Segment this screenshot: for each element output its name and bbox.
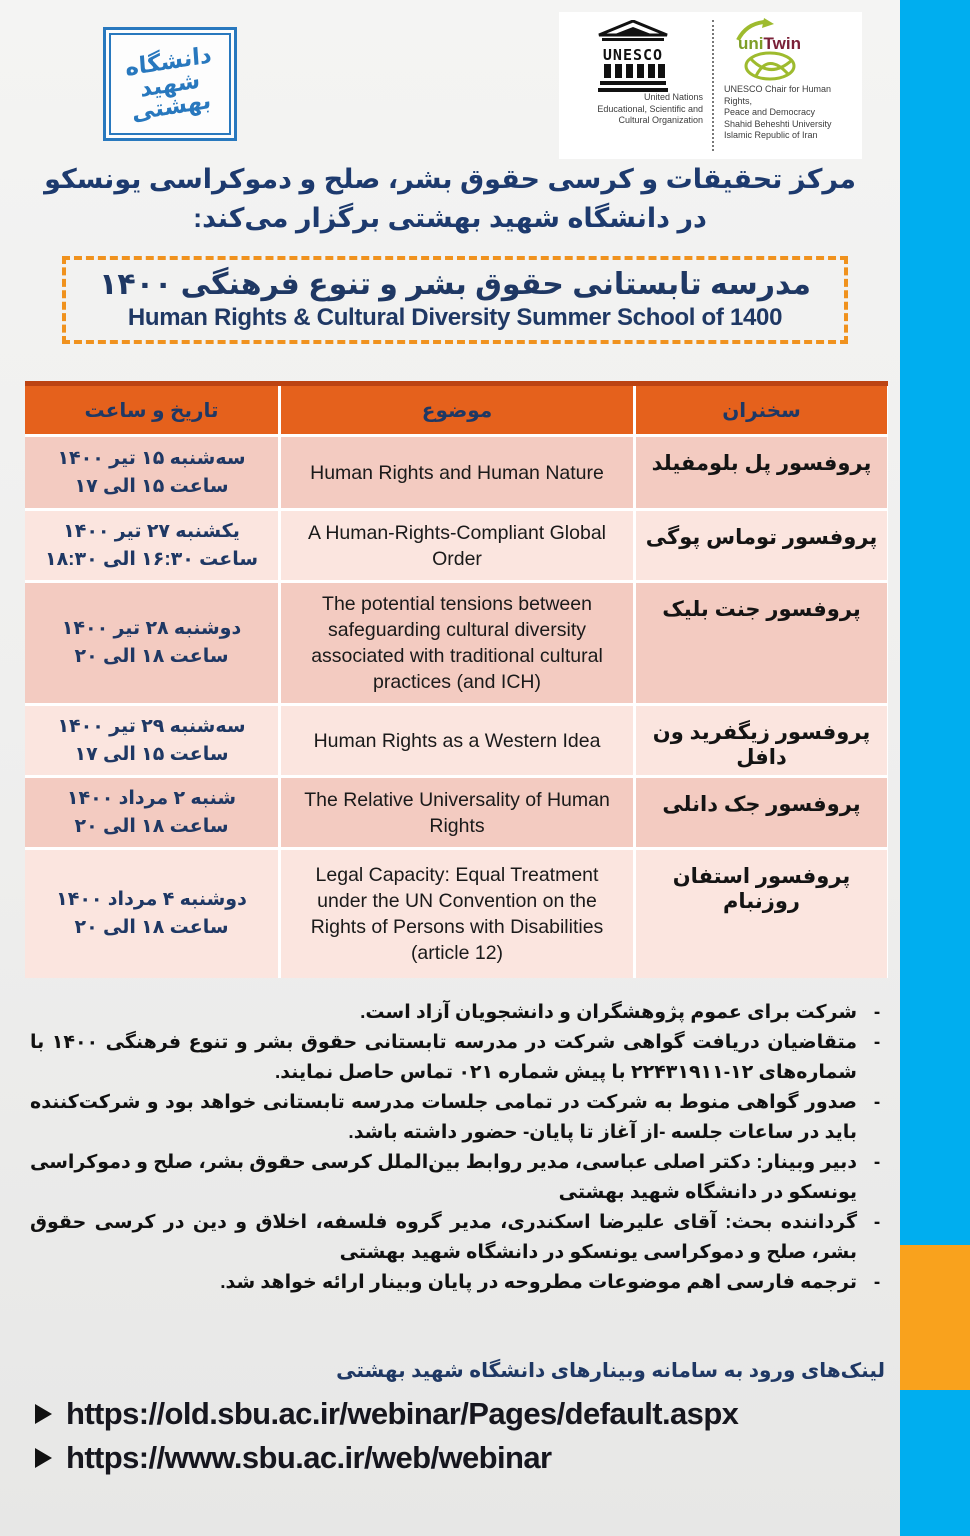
svg-text:uniTwin: uniTwin bbox=[738, 34, 801, 53]
note-text: شرکت برای عموم پژوهشگران و دانشجویان آزاد است. bbox=[360, 1002, 857, 1023]
notes-list bbox=[30, 998, 882, 1298]
date-time: ساعت ۱۵ الی ۱۷ bbox=[74, 743, 229, 765]
dash-bullet: - bbox=[873, 1002, 881, 1023]
organizer-headline-line2: در دانشگاه شهید بهشتی برگزار می‌کند: bbox=[193, 203, 707, 233]
unitwin-caption-line: UNESCO Chair for Human Rights, bbox=[724, 84, 832, 106]
table-row-date bbox=[25, 706, 278, 775]
dash-bullet: - bbox=[873, 1272, 881, 1293]
note-text: گرداننده بحث: آقای علیرضا اسکندری، مدیر گروه فلسفه، اخلاق و دین در کرسی حقوق بشر، صلح و دموکراسی یونسکو در دانشگاه شهید بهشتی bbox=[30, 1212, 857, 1263]
date-day: شنبه ۲ مرداد ۱۴۰۰ bbox=[66, 787, 237, 809]
table-row-speaker: پروفسور جک دانلی bbox=[636, 778, 887, 847]
date-day: دوشنبه ۴ مرداد ۱۴۰۰ bbox=[56, 889, 247, 910]
date-day: سه‌شنبه ۲۹ تیر ۱۴۰۰ bbox=[57, 715, 246, 737]
right-edge-bar-blue-bottom bbox=[900, 1390, 970, 1536]
schedule-table bbox=[25, 381, 888, 978]
svg-text:UNESCO: UNESCO bbox=[602, 46, 664, 64]
right-edge-bar-orange bbox=[900, 1245, 970, 1390]
unesco-caption-line: Cultural Organization bbox=[618, 115, 703, 125]
sbu-calligraphy-text: دانشگاه شهید بهشتی bbox=[124, 41, 213, 126]
links-list bbox=[35, 1396, 738, 1476]
note-text: متقاضیان دریافت گواهی شرکت در مدرسه تابستانی حقوق بشر و تنوع فرهنگی ۱۴۰۰ با شماره‌های ۱۲-۲۲۴۳۱۹۱۱ با پیش شماره ۰۲۱ تماس حاصل نمایند. bbox=[30, 1032, 857, 1083]
unesco-caption-line: Educational, Scientific and bbox=[597, 103, 703, 114]
dotted-separator bbox=[712, 20, 714, 151]
column-header-speaker: سخنران bbox=[636, 386, 887, 434]
note-text: دبیر وبینار: دکتر اصلی عباسی، مدیر روابط بین‌الملل کرسی حقوق بشر، صلح و دموکراسی یونسکو در دانشگاه شهید بهشتی bbox=[30, 1152, 857, 1203]
table-row-speaker: پروفسور جنت بلیک bbox=[636, 583, 887, 703]
dash-bullet: - bbox=[873, 1032, 881, 1053]
column-header-topic: موضوع bbox=[281, 386, 633, 434]
date-time: ساعت ۱۸ الی ۲۰ bbox=[74, 917, 229, 938]
webinar-link-old[interactable]: https://old.sbu.ac.ir/webinar/Pages/default.aspx bbox=[66, 1396, 739, 1431]
title-farsi: مدرسه تابستانی حقوق بشر و تنوع فرهنگی ۱۴۰۰ bbox=[99, 268, 811, 301]
unitwin-logo-block bbox=[717, 18, 858, 153]
table-row-speaker: پروفسور توماس پوگی bbox=[636, 511, 887, 580]
webinar-link-new[interactable]: https://www.sbu.ac.ir/web/webinar bbox=[66, 1440, 552, 1475]
date-day: سه‌شنبه ۱۵ تیر ۱۴۰۰ bbox=[57, 447, 246, 469]
summer-school-title-box bbox=[62, 256, 848, 344]
table-row-date bbox=[25, 511, 278, 580]
dash-bullet: - bbox=[873, 1212, 881, 1233]
list-item bbox=[35, 1440, 738, 1476]
table-row-topic: A Human-Rights-Compliant Global Order bbox=[281, 511, 633, 580]
note-text: صدور گواهی منوط به شرکت در تمامی جلسات مدرسه تابستانی خواهد بود و شرکت‌کننده باید در ساعات جلسه -از آغاز تا پایان- حضور داشته باشد. bbox=[30, 1092, 857, 1143]
right-edge-bar-blue-top bbox=[900, 0, 970, 1245]
unitwin-caption-line: Shahid Beheshti University bbox=[724, 118, 832, 129]
date-time: ساعت ۱۸ الی ۲۰ bbox=[74, 815, 229, 837]
sbu-logo-inner-border bbox=[109, 33, 231, 135]
unitwin-caption-line: Islamic Republic of Iran bbox=[724, 130, 818, 140]
table-row-topic: Human Rights as a Western Idea bbox=[281, 706, 633, 775]
table-row-date bbox=[25, 583, 278, 703]
table-row-date bbox=[25, 437, 278, 508]
unesco-caption-line: United Nations bbox=[643, 92, 703, 102]
date-time: ساعت ۱۸ الی ۲۰ bbox=[74, 646, 229, 667]
table-row-speaker: پروفسور پل بلومفیلد bbox=[636, 437, 887, 508]
table-row-speaker: پروفسور استفان روزنبام bbox=[636, 850, 887, 978]
arrow-bullet-icon bbox=[35, 1448, 52, 1468]
list-item bbox=[30, 1208, 882, 1268]
table-row-speaker: پروفسور زیگفرید ون دافل bbox=[636, 706, 887, 775]
organizer-headline-line1: مرکز تحقیقات و کرسی حقوق بشر، صلح و دموکراسی یونسکو bbox=[44, 164, 856, 194]
list-item bbox=[30, 1028, 882, 1088]
dash-bullet: - bbox=[873, 1152, 881, 1173]
table-row-date bbox=[25, 850, 278, 978]
date-day: دوشنبه ۲۸ تیر ۱۴۰۰ bbox=[61, 618, 242, 639]
dash-bullet: - bbox=[873, 1092, 881, 1113]
organizer-headline bbox=[0, 160, 900, 238]
unesco-temple-icon bbox=[598, 20, 668, 92]
date-day: یکشنبه ۲۷ تیر ۱۴۰۰ bbox=[63, 520, 240, 542]
arrow-bullet-icon bbox=[35, 1404, 52, 1424]
note-text: ترجمه فارسی اهم موضوعات مطروحه در پایان وبینار ارائه خواهد شد. bbox=[220, 1272, 857, 1293]
date-time: ساعت ۱۶:۳۰ الی ۱۸:۳۰ bbox=[44, 548, 259, 570]
list-item bbox=[30, 998, 882, 1028]
list-item bbox=[30, 1148, 882, 1208]
list-item bbox=[35, 1396, 738, 1432]
list-item bbox=[30, 1268, 882, 1298]
unesco-logo-block bbox=[563, 18, 709, 153]
table-row-topic: The Relative Universality of Human Rights bbox=[281, 778, 633, 847]
date-time: ساعت ۱۵ الی ۱۷ bbox=[74, 475, 229, 497]
unitwin-caption-line: Peace and Democracy bbox=[724, 107, 816, 117]
table-row-topic: Human Rights and Human Nature bbox=[281, 437, 633, 508]
unitwin-globe-icon bbox=[724, 18, 824, 84]
column-header-date: تاریخ و ساعت bbox=[25, 386, 278, 434]
table-row-date bbox=[25, 778, 278, 847]
sbu-logo bbox=[103, 27, 237, 141]
links-heading: لینک‌های ورود به سامانه وبینارهای دانشگاه شهید بهشتی bbox=[336, 1360, 885, 1382]
table-row-topic: Legal Capacity: Equal Treatment under the UN Convention on the Rights of Persons with Disabilities (article 12) bbox=[281, 850, 633, 978]
unesco-unitwin-panel bbox=[559, 12, 862, 159]
table-row-topic: The potential tensions between safeguarding cultural diversity associated with traditional cultural practices (and ICH) bbox=[281, 583, 633, 703]
list-item bbox=[30, 1088, 882, 1148]
title-english: Human Rights & Cultural Diversity Summer School of 1400 bbox=[127, 304, 783, 331]
